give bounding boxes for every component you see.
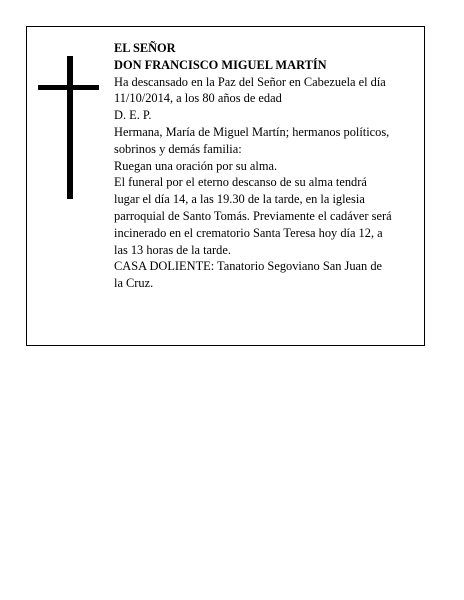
dep-line: D. E. P. [114, 108, 152, 123]
notice-heading: EL SEÑOR [114, 41, 176, 55]
funeral-line-4: incinerado en el crematorio Santa Teresa hoy día 12, a [114, 225, 383, 240]
funeral-line-3: parroquial de Santo Tomás. Previamente el cadáver será [114, 208, 392, 223]
notice-text [114, 40, 426, 292]
deceased-name: DON FRANCISCO MIGUEL MARTÍN [114, 57, 327, 72]
funeral-line-1: El funeral por el eterno descanso de su alma tendrá [114, 175, 367, 190]
family-line-1: Hermana, María de Miguel Martín; hermanos políticos, [114, 124, 390, 139]
house-line-2: la Cruz. [114, 276, 154, 291]
cross-icon [67, 56, 73, 199]
rest-line-2: 11/10/2014, a los 80 años de edad [114, 91, 282, 106]
funeral-line-5: las 13 horas de la tarde. [114, 242, 231, 257]
cross-icon-bar [38, 85, 99, 90]
funeral-line-2: lugar el día 14, a las 19.30 de la tarde, en la iglesia [114, 192, 365, 207]
rest-line-1: Ha descansado en la Paz del Señor en Cabezuela el día [114, 74, 386, 89]
family-line-2: sobrinos y demás familia: [114, 141, 242, 156]
house-line-1: CASA DOLIENTE: Tanatorio Segoviano San Juan de [114, 259, 383, 274]
obituary-notice [26, 26, 425, 346]
prayer-line: Ruegan una oración por su alma. [114, 158, 278, 173]
